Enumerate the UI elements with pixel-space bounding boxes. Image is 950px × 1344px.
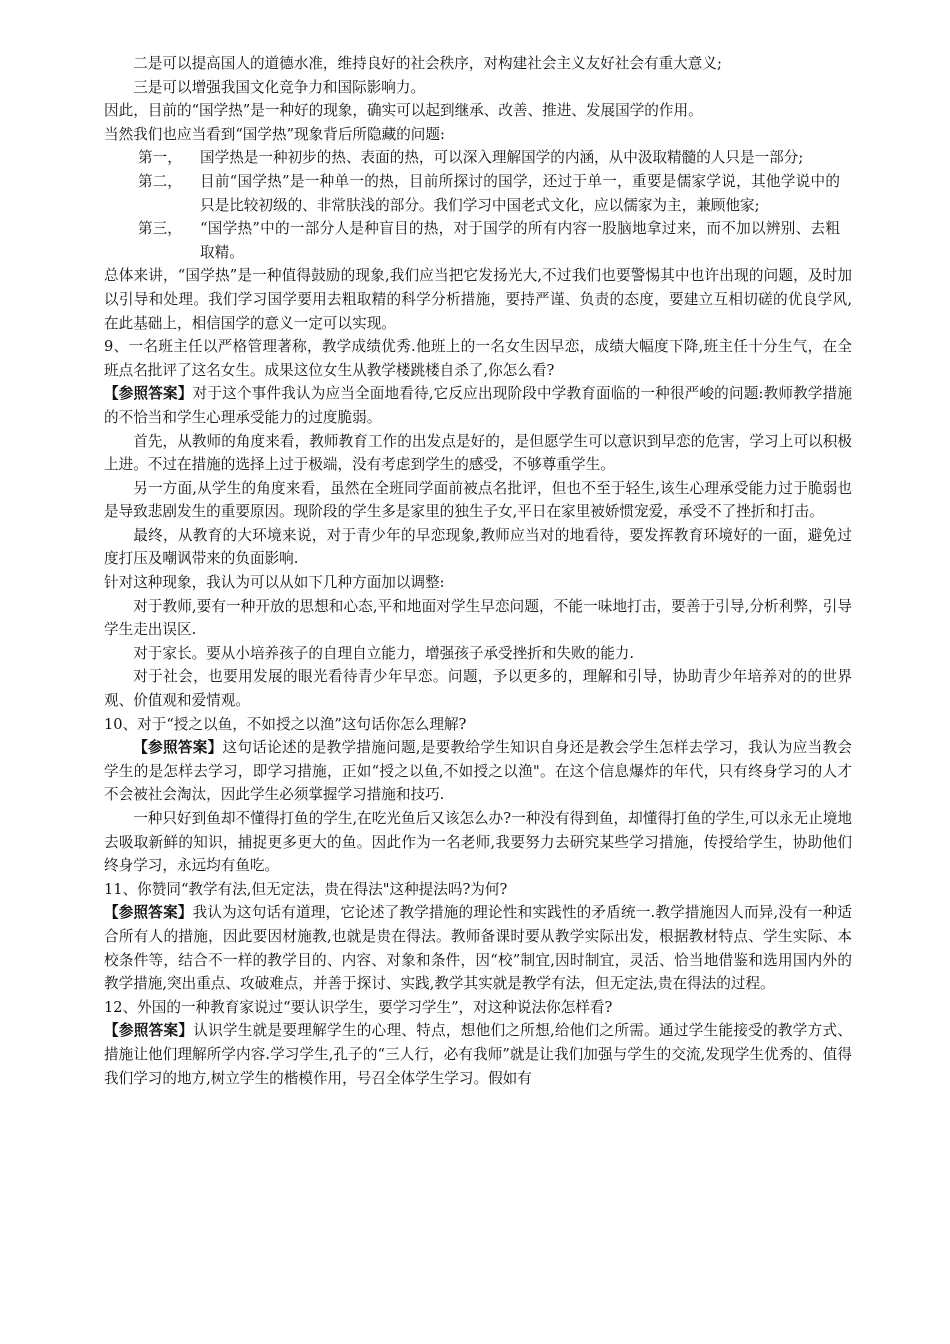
answer-10 (104, 736, 852, 807)
answer-text: 我认为这句话有道理，它论述了教学措施的理论性和实践性的矛盾统一.教学措施因人而异,没有一种适合所有人的措施，因此要因材施教,也就是贵在得法。教师备课时要从教学实际出发，根据教材特点、学生实际、本校条件等，结合不一样的教学目的、内容、对象和条件，因“校”制宜,因时制宜，灵活、恰当地借鉴和选用国内外的教学措施,突出重点、攻破难点，并善于探讨、实践,教学其实就是教学有法，但无定法,贵在得法的过程。 (104, 904, 852, 993)
paragraph: 对于家长。要从小培养孩子的自理自立能力，增强孩子承受挫折和失败的能力. (133, 644, 635, 662)
summary-paragraph: 总体来讲，“国学热”是一种值得鼓励的现象,我们应当把它发扬光大,不过我们也要警惕其中也许出现的问题，及时加以引导和处理。我们学习国学要用去粗取精的科学分析措施，要持严谨、负责的态度，要建立互相切磋的优良学风,在此基础上，相信国学的意义一定可以实现。 (104, 267, 852, 332)
problem-label: 第二， (138, 172, 182, 190)
answer-9 (104, 382, 852, 429)
paragraph: 针对这种现象，我认为可以从如下几种方面加以调整: (104, 574, 445, 592)
problem-label: 第三， (138, 220, 182, 238)
problem-text: 目前“国学热”是一种单一的热，目前所探讨的国学，还过于单一，重要是儒家学说，其他学说中的只是比较初级的、非常肤浅的部分。我们学习中国老式文化，应以儒家为主，兼顾他家; (200, 172, 840, 214)
problem-item (104, 146, 852, 170)
answer-text: 这句话论述的是教学措施问题,是要教给学生知识自身还是教会学生怎样去学习，我认为应当教会学生的是怎样去学习，即学习措施，正如“授之以鱼,不如授之以渔"。在这个信息爆炸的年代，只有终身学习的人才不会被社会淘汰，因此学生必须掌握学习措施和技巧. (104, 739, 852, 804)
problem-text: 国学热是一种初步的热、表面的热，可以深入理解国学的内涵，从中汲取精髓的人只是一部分; (200, 149, 804, 167)
paragraph: 首先，从教师的角度来看，教师教育工作的出发点是好的，是但愿学生可以意识到早恋的危害，学习上可以积极上进。不过在措施的选择上过于极端，没有考虑到学生的感受，不够尊重学生。 (104, 432, 852, 474)
answer-text: 对于这个事件我认为应当全面地看待,它反应出现阶段中学教育面临的一种很严峻的问题:教师教学措施的不恰当和学生心理承受能力的过度脆弱。 (104, 385, 852, 426)
paragraph: 一种只好到鱼却不懂得打鱼的学生,在吃光鱼后又该怎么办?一种没有得到鱼，却懂得打鱼的学生,可以永无止境地去吸取新鲜的知识，捕捉更多更大的鱼。因此作为一名老师,我要努力去研究某些学习措施，传授给学生，协助他们终身学习，永远均有鱼吃。 (104, 810, 852, 875)
question-12: 12、外国的一种教育家说过“要认识学生，要学习学生”，对这种说法你怎样看? (104, 998, 613, 1016)
paragraph: 二是可以提高国人的道德水准，维持良好的社会秩序，对构建社会主义友好社会有重大意义; (133, 55, 722, 72)
paragraph: 最终，从教育的大环境来说，对于青少年的早恋现象,教师应当对的地看待，要发挥教育环境好的一面，避免过度打压及嘲讽带来的负面影响. (104, 526, 852, 568)
paragraph: 对于社会，也要用发展的眼光看待青少年早恋。问题，予以更多的，理解和引导，协助青少年培养对的的世界观、价值观和爱情观。 (104, 668, 852, 710)
answer-label: 【参照答案】 (104, 1022, 194, 1040)
question-10: 10、对于“授之以鱼，不如授之以渔”这句话你怎么理解? (104, 715, 467, 733)
problem-label: 第一， (138, 149, 182, 167)
paragraph: 因此，目前的“国学热”是一种好的现象，确实可以起到继承、改善、推进、发展国学的作用。 (104, 102, 703, 120)
answer-text: 认识学生就是要理解学生的心理、特点，想他们之所想,给他们之所需。通过学生能接受的教学方式、措施让他们理解所学内容.学习学生,孔子的“三人行，必有我师”就是让我们加强与学生的交流,发现学生优秀的、值得我们学习的地方,树立学生的楷模作用，号召全体学生学习。假如有 (104, 1022, 852, 1087)
question-9: 9、一名班主任以严格管理著称，教学成绩优秀.他班上的一名女生因早恋，成绩大幅度下降,班主任十分生气，在全班点名批评了这名女生。成果这位女生从教学楼跳楼自杀了,你怎么看? (104, 338, 852, 379)
document-page (104, 52, 852, 1090)
answer-label: 【参照答案】 (133, 739, 223, 757)
problem-item (104, 217, 852, 264)
answer-label: 【参照答案】 (104, 904, 193, 922)
problem-item (104, 170, 852, 217)
question-11: 11、你赞同“教学有法,但无定法，贵在得法"这种提法吗?为何? (104, 880, 508, 898)
answer-11 (104, 901, 852, 995)
paragraph: 三是可以增强我国文化竞争力和国际影响力。 (133, 78, 426, 96)
answer-label: 【参照答案】 (104, 385, 193, 403)
paragraph: 对于教师,要有一种开放的思想和心态,平和地面对学生早恋问题，不能一味地打击，要善于引导,分析利弊，引导学生走出误区. (104, 597, 852, 639)
problem-text: “国学热”中的一部分人是种盲目的热，对于国学的所有内容一股脑地拿过来，而不加以辨别、去粗取精。 (200, 220, 840, 261)
answer-12 (104, 1019, 852, 1090)
paragraph: 当然我们也应当看到“国学热”现象背后所隐藏的问题: (104, 125, 445, 143)
paragraph: 另一方面,从学生的角度来看，虽然在全班同学面前被点名批评，但也不至于轻生,该生心理承受能力过于脆弱也是导致悲剧发生的重要原因。现阶段的学生多是家里的独生子女,平日在家里被娇惯宠爱，承受不了挫折和打击。 (104, 479, 852, 521)
